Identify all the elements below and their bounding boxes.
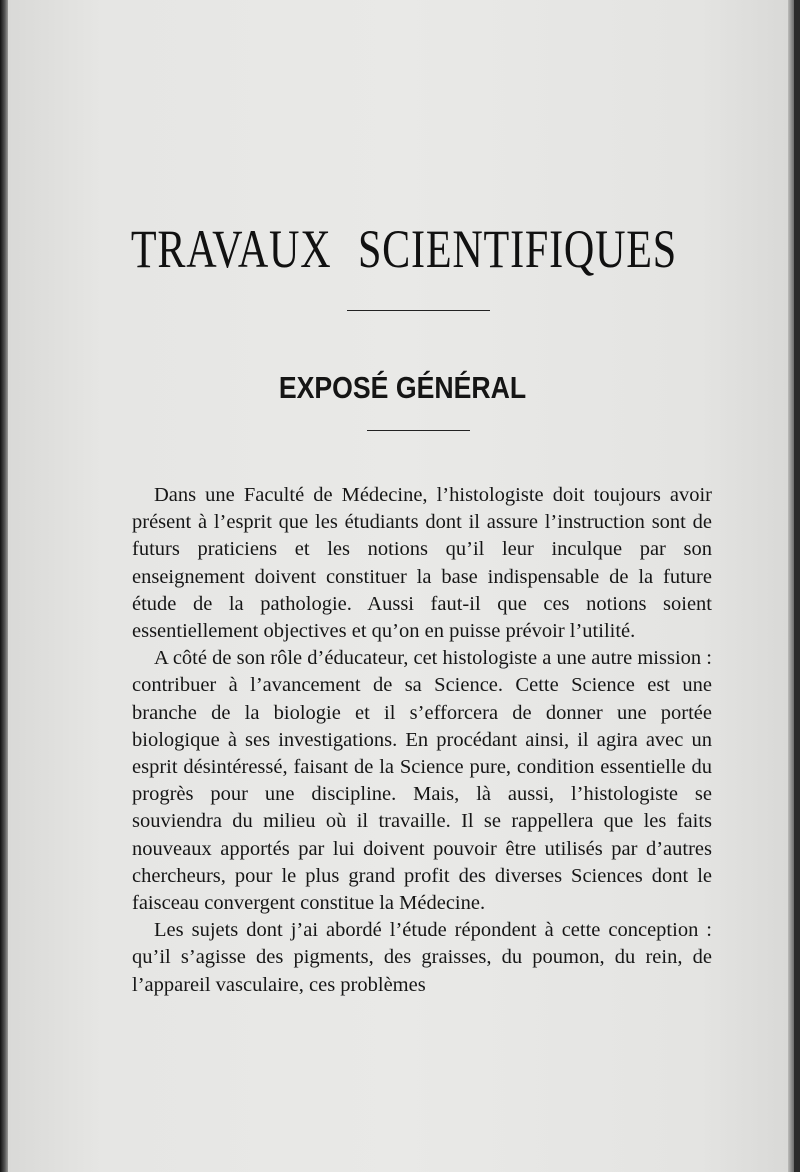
body-text: [132, 482, 712, 999]
main-title-word-2: SCIENTIFIQUES: [357, 219, 677, 279]
main-title-word-1: TRAVAUX: [130, 219, 332, 279]
page-right-edge-shadow: [788, 0, 794, 1172]
main-title: [92, 219, 716, 279]
section-heading: EXPOSÉ GÉNÉRAL: [278, 370, 527, 405]
page-left-edge-shadow: [0, 0, 8, 1172]
paragraph-2: A côté de son rôle d’éducateur, cet histologiste a une autre mission : contribuer à l’avancement de sa Science. Cette Science est une branche de la biologie et il s’efforcera de donner une portée biologique à ses investigations. En procédant ainsi, il agira avec un esprit désintéressé, faisant de la Science pure, condition essentielle du progrès pour une discipline. Mais, là aussi, l’histologiste se souviendra du milieu où il travaille. Il se rappellera que les faits nouveaux apportés par lui doivent pouvoir être utilisés par d’autres chercheurs, pour le plus grand profit des diverses Sciences dont le faisceau convergent constitue la Médecine.: [132, 647, 712, 915]
heading-divider-rule: [367, 430, 470, 431]
paragraph-3: Les sujets dont j’ai abordé l’étude répondent à cette conception : qu’il s’agisse des pigments, des graisses, du poumon, du rein, de l’appareil vasculaire, ces problèmes: [132, 919, 712, 996]
paragraph-1: Dans une Faculté de Médecine, l’histologiste doit toujours avoir présent à l’esprit que les étudiants dont il assure l’instruction sont de futurs praticiens et les notions qu’il leur inculque par son enseignement doivent constituer la base indispensable de la future étude de la pathologie. Aussi faut-il que ces notions soient essentiellement objectives et qu’on en puisse prévoir l’utilité.: [132, 484, 712, 643]
title-divider-rule: [347, 310, 490, 311]
